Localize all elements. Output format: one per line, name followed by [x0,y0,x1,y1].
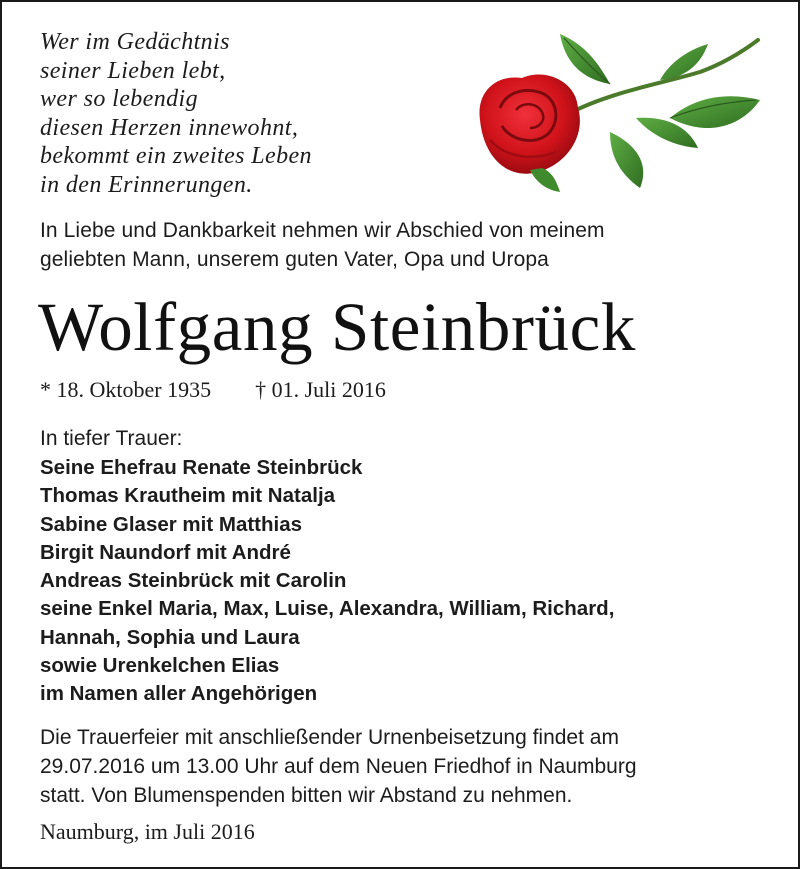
death-date: † 01. Juli 2016 [255,377,386,402]
mourner-line: Andreas Steinbrück mit Carolin [40,569,347,593]
mourner-line: Birgit Naundorf mit André [40,540,291,564]
intro-line: geliebten Mann, unserem guten Vater, Opa und Uropa [40,248,549,271]
poem-line: in den Erinnerungen. [40,171,253,198]
birth-date: * 18. Oktober 1935 [40,377,212,402]
poem-line: bekommt ein zweites Leben [40,143,312,170]
intro-line: In Liebe und Dankbarkeit nehmen wir Abschied von meinem [40,219,605,242]
life-dates [40,375,386,405]
mourner-line: Hannah, Sophia und Laura [40,625,300,649]
service-line: statt. Von Blumenspenden bitten wir Abstand zu nehmen. [40,784,573,807]
service-line: Die Trauerfeier mit anschließender Urnenbeisetzung findet am [40,726,619,749]
poem-line: seiner Lieben lebt, [40,57,226,84]
red-rose-icon [460,22,778,200]
mourner-line: im Namen aller Angehörigen [40,682,318,706]
mourner-line: Seine Ehefrau Renate Steinbrück [40,456,363,479]
place-and-date: Naumburg, im Juli 2016 [40,819,255,844]
mourner-line: sowie Urenkelchen Elias [40,654,280,678]
intro-text [40,216,780,274]
service-details [40,723,780,810]
memorial-poem [40,28,312,200]
mourner-line: Sabine Glaser mit Matthias [40,512,303,536]
poem-line: Wer im Gedächtnis [40,29,230,55]
mourners-block [40,424,614,709]
mourner-line: Thomas Krautheim mit Natalja [40,484,336,508]
deceased-name: Wolfgang Steinbrück [38,289,636,365]
mourner-line: seine Enkel Maria, Max, Luise, Alexandra, William, Richard, [40,597,615,621]
service-line: 29.07.2016 um 13.00 Uhr auf dem Neuen Friedhof in Naumburg [40,755,637,778]
poem-line: diesen Herzen innewohnt, [40,114,299,141]
mourners-heading: In tiefer Trauer: [40,427,183,450]
poem-line: wer so lebendig [40,86,198,113]
mourners-list [40,454,614,709]
